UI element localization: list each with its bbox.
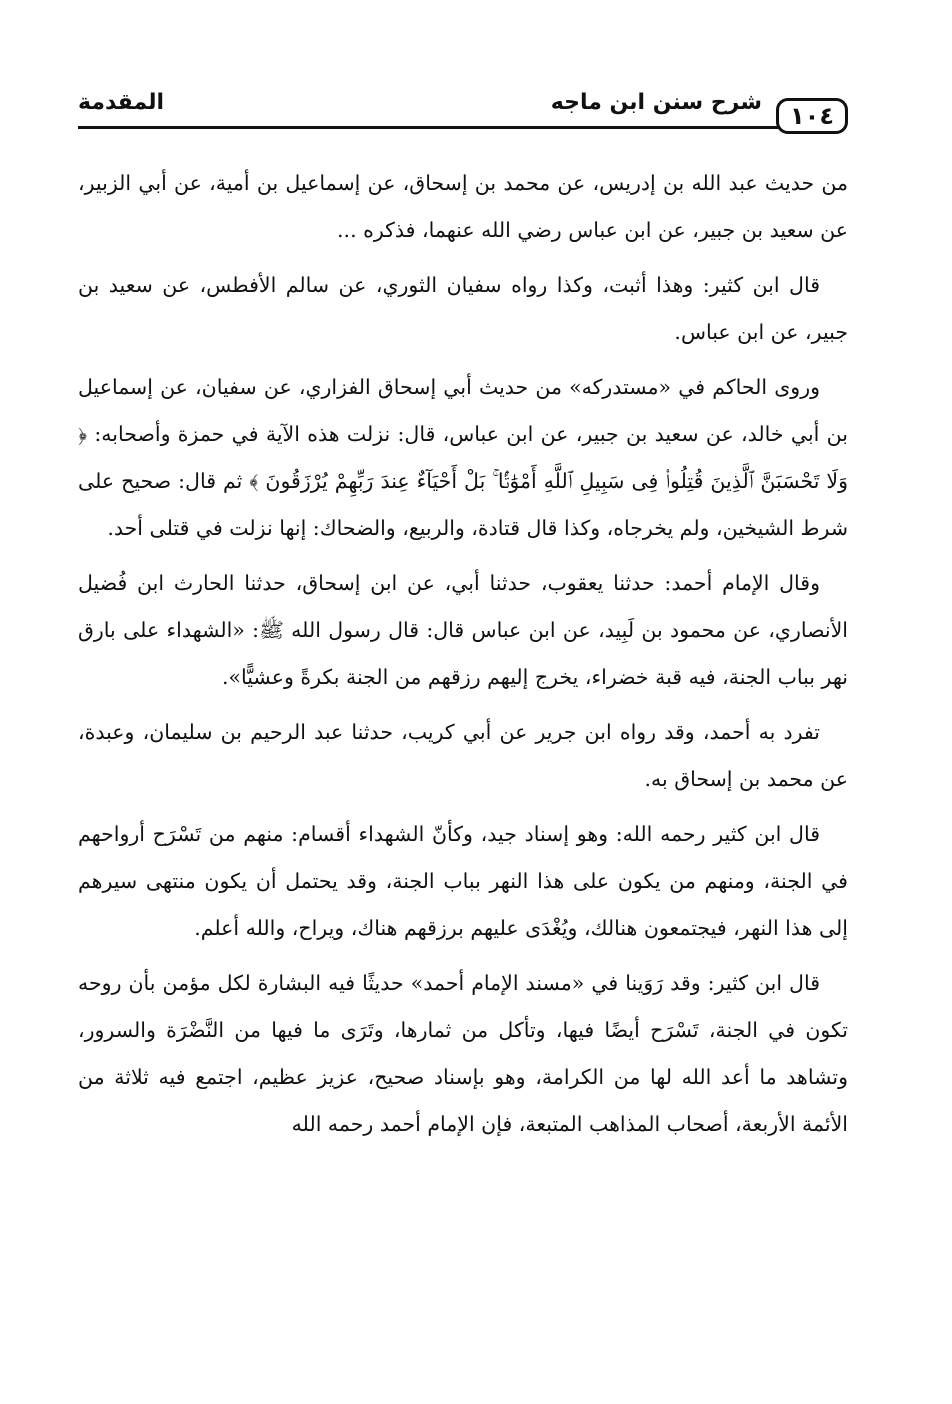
paragraph: من حديث عبد الله بن إدريس، عن محمد بن إسحاق، عن إسماعيل بن أمية، عن أبي الزبير، عن سعيد بن جبير، عن ابن عباس رضي الله عنهما، فذكره ... <box>78 171 848 242</box>
header-rule <box>78 126 780 129</box>
book-title: شرح سنن ابن ماجه <box>550 90 762 115</box>
page-number-box: ١٠٤ <box>776 98 848 134</box>
paragraph: تفرد به أحمد، وقد رواه ابن جرير عن أبي كريب، حدثنا عبد الرحيم بن سليمان، وعبدة، عن محمد بن إسحاق به. <box>78 720 848 791</box>
paragraph: قال ابن كثير رحمه الله: وهو إسناد جيد، وكأنّ الشهداء أقسام: منهم من تَسْرَح أرواحهم في الجنة، ومنهم من يكون على هذا النهر بباب الجنة، وقد يحتمل أن يكون منتهى سيرهم إلى هذا النهر، فيجتمعون هنالك، ويُغْدَى عليهم برزقهم هناك، ويراح، والله أعلم. <box>78 822 848 940</box>
paragraph: وروى الحاكم في «مستدركه» من حديث أبي إسحاق الفزاري، عن سفيان، عن إسماعيل بن أبي خالد، عن سعيد بن جبير، عن ابن عباس، قال: نزلت هذه الآية في حمزة وأصحابه: ﴿ وَلَا تَحْسَبَنَّ ٱلَّذِينَ قُتِلُوا۟ فِى سَبِيلِ ٱللَّهِ أَمْوَٰتًۢا ۚ بَلْ أَحْيَآءٌ عِندَ رَبِّهِمْ يُرْزَقُونَ ﴾ ثم قال: صحيح على شرط الشيخين، ولم يخرجاه، وكذا قال قتادة، والربيع، والضحاك: إنها نزلت في قتلى أحد. <box>78 375 848 540</box>
paragraph: قال ابن كثير: وهذا أثبت، وكذا رواه سفيان الثوري، عن سالم الأفطس، عن سعيد بن جبير، عن ابن عباس. <box>78 273 848 344</box>
paragraph: وقال الإمام أحمد: حدثنا يعقوب، حدثنا أبي، عن ابن إسحاق، حدثنا الحارث ابن فُضيل الأنصاري، عن محمود بن لَبِيد، عن ابن عباس قال: قال رسول الله ﷺ: «الشهداء على بارق نهر بباب الجنة، فيه قبة خضراء، يخرج إليهم رزقهم من الجنة بكرةً وعشيًّا». <box>78 571 848 689</box>
body-text <box>78 160 848 1156</box>
page-header <box>78 88 848 140</box>
section-title: المقدمة <box>78 90 165 115</box>
paragraph: قال ابن كثير: وقد رَوَينا في «مسند الإمام أحمد» حديثًا فيه البشارة لكل مؤمن بأن روحه تكون في الجنة، تَسْرَح أيضًا فيها، وتأكل من ثمارها، وتَرَى ما فيها من النَّضْرَة والسرور، وتشاهد ما أعد الله لها من الكرامة، وهو بإسناد صحيح، عزيز عظيم، اجتمع فيه ثلاثة من الأئمة الأربعة، أصحاب المذاهب المتبعة، فإن الإمام أحمد رحمه الله <box>78 971 848 1136</box>
